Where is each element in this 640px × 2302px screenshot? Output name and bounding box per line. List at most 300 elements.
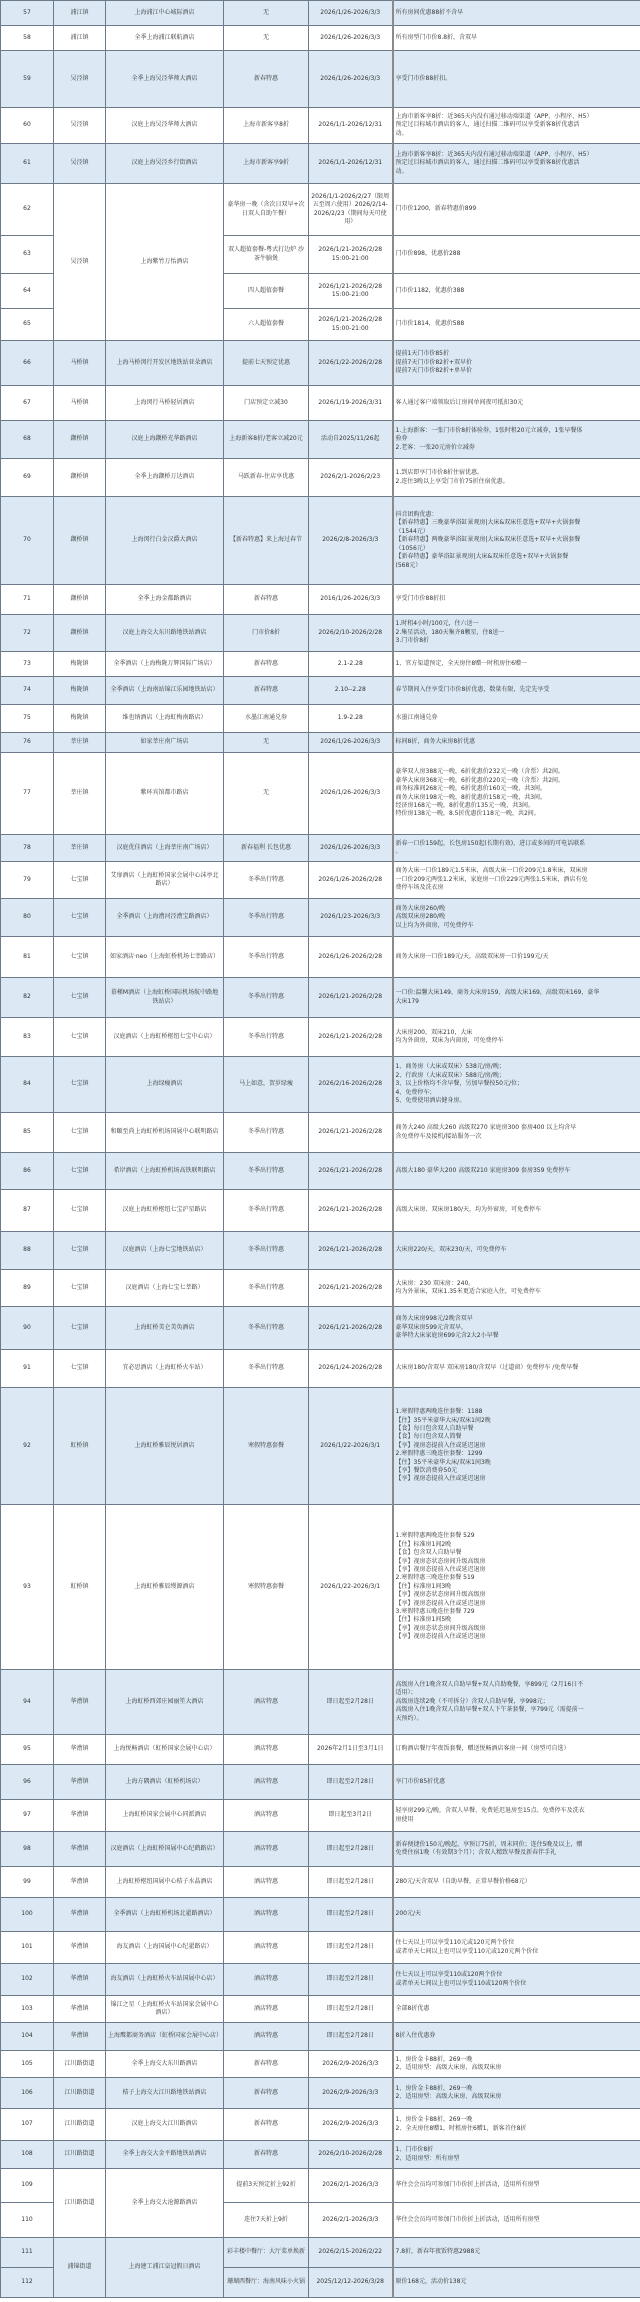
hotel-name-cell: 上海虹桥雅辰缦源酒店 [106,1505,224,1670]
details-line: 2、适用房型：高级大床房、高级双床房 [395,2093,502,2100]
date-range-cell: 2026/1/21-2026/2/28 [309,1113,393,1153]
row-number: 103 [1,1996,54,2023]
date-range-cell: 2026/1/23-2026/3/3 [309,899,393,937]
promotion-cell: 冬季出行特惠 [224,862,309,899]
table-row [1,1800,640,1832]
details-cell [393,677,640,705]
date-range-cell: 即日起至2月28日 [309,1765,393,1800]
promotion-cell: 酒店特惠 [224,1735,309,1765]
hotel-name-cell: 全季酒店（上海南站锦江乐园地铁站店） [106,677,224,705]
details-cell [393,51,640,108]
town-cell: 七宝镇 [54,1113,106,1153]
details-line: 豪华双人房388元一晚，6折优惠价232元一晚（含票）共2间。 [395,768,565,776]
date-range-cell: 即日起至2月28日 [309,1996,393,2023]
promotion-cell: 冬季出行特惠 [224,978,309,1018]
details-line: 享受门市价88折扣 [395,595,446,603]
hotel-name-cell: 桔子上海交大江川路地铁站酒店 [106,2078,224,2109]
date-range-cell: 2026/1/1-2026/12/31 [309,108,393,144]
town-cell: 颛桥镇 [54,459,106,497]
hotel-name-cell: 全季上海吴泾华师大酒店 [106,51,224,108]
row-number: 68 [1,421,54,459]
row-number: 85 [1,1113,54,1153]
details-line: 标间8折，商务大床房8折优惠 [395,738,476,746]
details-cell [393,236,640,274]
details-line: 房使用 [395,1815,414,1823]
details-cell [393,1232,640,1270]
details-cell [393,1670,640,1735]
promotion-cell: 新春特惠 [224,51,309,108]
details-cell [393,615,640,652]
town-cell: 颛桥镇 [54,497,106,585]
details-cell [393,585,640,615]
details-line: 新春便捷价150元/晚起，享预订75折，周末同价；连住5晚及以上，赠 [395,1840,583,1848]
details-line: 预定过目标城市酒店的客人，通过扫描二维码可以享受新客8折优惠活 [395,159,580,167]
row-number: 69 [1,459,54,497]
date-range-cell: 2026/1/26-2026/3/3 [309,51,393,108]
hotel-name-cell: 汉庭酒店（上海虹桥枢纽七宝中心店） [106,1018,224,1057]
details-cell [393,2238,640,2268]
details-line: 2.寒假特惠三晚连住套餐 519 [395,1574,475,1582]
details-line: 门市价1182，优惠价388 [395,286,465,294]
date-range-cell: 2026/2/10-2026/2/28 [309,2141,393,2169]
details-line: 【新春特惠】三晚豪华浴缸景观房|大床&双床任意选+双早+火锅套餐 [395,519,581,527]
table-row [1,1964,640,1996]
table-row [1,386,640,421]
date-range-cell: 2026/1/26-2026/3/3 [309,835,393,862]
details-line: 1.寒假特惠两晚连住套餐：1188 [395,1408,483,1416]
details-line: 1、房价金卡88折，269一晚 [395,2116,473,2124]
date-range-cell: 2025/12/12-2026/3/28 [309,2268,393,2298]
table-row [1,1,640,26]
hotel-name-cell: 如家酒店·neo（上海虹桥机场七莘路店） [106,937,224,978]
details-line: 【享】餐饮消费券50元 [395,1467,458,1475]
table-row [1,1113,640,1153]
details-line: 新春一口价159起，长包房150起(长期有效)，进订或多间的可电话联系 [395,839,586,847]
details-line: 享门市价85折优惠 [395,1777,446,1785]
hotel-name-cell: 上海浦江中心城际酒店 [106,1,224,26]
details-cell [393,2169,640,2203]
table-row [1,937,640,978]
hotel-name-cell: 汉庭酒店（上海七宝七莘路） [106,1270,224,1307]
details-line: 特价房138元一晚，8.5折优惠价118元一晚，共2间。 [395,810,540,818]
hotel-name-cell: 全季上海交大东川路酒店 [106,2051,224,2078]
row-number: 58 [1,26,54,51]
details-cell [393,2141,640,2169]
details-line: 含免费停车及接机/接站服务一次 [395,1132,482,1140]
details-line: 均为外窗房，双床为内窗房，可免费停车 [395,1037,504,1044]
table-row [1,862,640,899]
row-number: 66 [1,341,54,386]
date-range-cell: 2026/1/21-2026/2/28 15:00-21:00 [309,274,393,309]
promotion-cell: 冬季出行特惠 [224,1190,309,1232]
date-range-cell: 2026/2/9-2026/3/3 [309,2078,393,2109]
town-cell: 七宝镇 [54,1057,106,1113]
details-line: 所有房间优惠88折不含早 [395,8,464,16]
row-number: 89 [1,1270,54,1307]
promotion-cell: 无 [224,26,309,51]
row-number: 82 [1,978,54,1018]
row-number: 110 [1,2203,54,2238]
row-number: 94 [1,1670,54,1735]
table-row [1,705,640,733]
promotion-cell: 冬季出行特惠 [224,1232,309,1270]
row-number: 80 [1,899,54,937]
details-line: 。 [395,848,402,855]
table-row [1,1670,640,1735]
promotion-cell: 酒店特惠 [224,1964,309,1996]
details-cell [393,184,640,236]
row-number: 112 [1,2268,54,2298]
promotion-cell: 六人超值套餐 [224,309,309,341]
town-cell: 华漕镇 [54,1670,106,1735]
details-line: 商务大床房一口价189元/天，高级双床房一口价199元/天 [395,952,549,960]
details-line: 大床179 [395,997,419,1005]
details-cell [393,1350,640,1388]
details-cell [393,978,640,1018]
details-line: 【新春特惠】豪华浴缸景观房|大床&双床任意选+双早+火锅套餐 [395,553,569,561]
date-range-cell: 2026/1/26-2026/2/28 [309,937,393,978]
details-line: 3.门市价8折 [395,637,430,645]
details-line: 【住】标准房1间3晚 [395,1582,452,1590]
town-cell: 华漕镇 [54,1800,106,1832]
details-line: 1.时租4小时/100元，住六送一 [395,620,479,628]
row-number: 59 [1,51,54,108]
details-line: 全部8折优惠 [395,2004,430,2012]
hotel-name-cell: 如家莘庄南广场店 [106,733,224,753]
hotel-name-cell: 上海马桥闵行开发区地铁站亚朵酒店 [106,341,224,386]
details-line: 豪华大床房368元一晚，6折优惠价220元一晚（含票）共2间。 [395,776,565,784]
town-cell: 七宝镇 [54,862,106,899]
row-number: 96 [1,1765,54,1800]
promotion-cell: 无 [224,733,309,753]
details-line: 门市价1814，优惠价588 [395,320,465,328]
details-line: 2.老客：一张20元房价立减券 [395,443,475,451]
hotel-name-cell: 汉庭优佳酒店（上海莘庄南广场店） [106,835,224,862]
promotion-cell: 提前3天预定折上92折 [224,2169,309,2203]
date-range-cell: 2026/1/26-2026/3/3 [309,26,393,51]
row-number: 84 [1,1057,54,1113]
date-range-cell: 即日起至2月28日 [309,1867,393,1898]
table-row [1,1057,640,1113]
details-cell [393,1270,640,1307]
table-row [1,1898,640,1932]
details-line: 【住】标准房1间2晚 [395,1540,452,1548]
town-cell: 吴泾镇 [54,184,106,341]
promotion-cell: 上海市新客享8折 [224,108,309,144]
row-number: 64 [1,274,54,309]
details-line: 【住】标准房1间5晚 [395,1616,452,1624]
date-range-cell: 2016/1/26-2026/3/3 [309,585,393,615]
details-line: 华住会会员均可参加门市价折上折活动，适用所有房型 [395,2215,540,2223]
promotion-cell: 冬季出行特惠 [224,1153,309,1190]
town-cell: 江川路街道 [54,2141,106,2169]
details-line: 大床房220/天，双床230/天，可免费停车 [395,1246,507,1254]
town-cell: 颛桥镇 [54,615,106,652]
row-number: 75 [1,705,54,733]
details-cell [393,1996,640,2023]
hotel-name-cell: 上海虹桥西郊庄园丽笙大酒店 [106,1670,224,1735]
town-cell: 梅陇镇 [54,705,106,733]
table-row [1,585,640,615]
town-cell: 华漕镇 [54,1735,106,1765]
row-number: 90 [1,1307,54,1350]
details-line: 【享】视房态状态房间升级高级房 [395,1557,486,1565]
town-cell: 七宝镇 [54,1350,106,1388]
details-cell [393,1388,640,1505]
details-line: 费停车场及洗衣房 [395,884,444,892]
date-range-cell: 2026/2/1-2026/3/3 [309,2169,393,2203]
details-line: 抖音团购优惠： [395,511,438,519]
details-cell [393,497,640,585]
details-line: 1.到店即享门市价8折住宿优惠。 [395,469,484,477]
details-line: 验券 [395,435,408,443]
promotion-cell: 珊瑚西餐厅：海南风味小火锅 [224,2268,309,2298]
details-line: 提前7天门市价82折+双早价 [395,358,472,366]
promotion-cell: 冬季出行特惠 [224,899,309,937]
town-cell: 华漕镇 [54,1996,106,2023]
details-line: 一口价209元两张1.2米床，家庭房一口价229元两张1.5米床，酒店有免 [395,875,588,883]
details-cell [393,386,640,421]
town-cell: 梅陇镇 [54,677,106,705]
date-range-cell: 2026/1/21-2026/2/28 [309,1270,393,1307]
details-line: 享受门市价88折扣。 [395,74,452,82]
date-range-cell: 2026/2/16-2026/2/28 [309,1057,393,1113]
town-cell: 华漕镇 [54,1867,106,1898]
row-number: 109 [1,2169,54,2203]
details-line: 1、房价金卡88折，269一晚 [395,2084,473,2092]
details-cell [393,1800,640,1832]
town-cell: 马桥镇 [54,341,106,386]
town-cell: 虹桥镇 [54,1505,106,1670]
promotion-cell: 彩丰楼中餐厅：大厅菜单焕新 [224,2238,309,2268]
hotel-name-cell: 上海闵行马桥轻居酒店 [106,386,224,421]
details-cell [393,733,640,753]
table-row [1,1270,640,1307]
details-line: 高级双床房280/晚 [395,913,445,921]
date-range-cell: 2026/1/21-2026/2/28 [309,1232,393,1270]
details-line: 动。 [395,129,408,137]
row-number: 79 [1,862,54,899]
date-range-cell: 2026/2/1-2026/3/3 [309,2203,393,2238]
town-cell: 吴泾镇 [54,108,106,144]
date-range-cell: 2026/1/21-2026/2/28 [309,1307,393,1350]
promotion-cell: 无 [224,1,309,26]
promotion-cell: 门市价8折 [224,615,309,652]
date-range-cell: 2026/1/21-2026/2/28 15:00-21:00 [309,309,393,341]
date-range-cell: 2026/1/1-2026/12/31 [309,144,393,184]
date-range-cell: 2026/1/21-2026/2/28 [309,1018,393,1057]
town-cell: 七宝镇 [54,978,106,1018]
date-range-cell: 2026/1/21-2026/2/28 [309,1190,393,1232]
details-cell [393,1932,640,1964]
table-row [1,1832,640,1867]
details-line: 4、免费停车； [395,1088,436,1096]
details-line: 一口价:温馨大床149，商务大床房159，高级大床169，高级双床169，豪华 [395,989,600,997]
hotel-name-cell: 上海方隅酒店（虹桥机场店） [106,1765,224,1800]
details-cell [393,1964,640,1996]
table-row [1,1735,640,1765]
row-number: 99 [1,1867,54,1898]
town-cell: 七宝镇 [54,1270,106,1307]
date-range-cell: 即日起至3月2日 [309,1800,393,1832]
table-row [1,497,640,585]
hotel-name-cell: 全季上海交大沧源路酒店 [106,2169,224,2238]
promotion-cell: 寒假特惠套餐 [224,1388,309,1505]
details-line: 华住会会员均可参加门市价折上折活动，适用所有房型 [395,2181,540,2189]
hotel-name-cell: 海友酒店（上海国展中心纪翟路店） [106,1932,224,1964]
details-line: 7.8折，新春年夜饭特惠2988元 [395,2248,481,2256]
hotel-name-cell: 汉庭上海颛桥光华路酒店 [106,421,224,459]
table-row [1,1996,640,2023]
promotion-cell: 冬季出行特惠 [224,1113,309,1153]
table-row [1,1190,640,1232]
town-cell: 华漕镇 [54,1964,106,1996]
row-number: 87 [1,1190,54,1232]
hotel-name-cell: 上海闵行白金汉爵大酒店 [106,497,224,585]
details-cell [393,421,640,459]
promotion-cell: 新春特惠 [224,652,309,677]
date-range-cell: 2026/2/10-2026/2/28 [309,615,393,652]
date-range-cell: 即日起至2月28日 [309,1964,393,1996]
town-cell: 七宝镇 [54,1190,106,1232]
table-row [1,2051,640,2078]
date-range-cell: 2026/2/9-2026/3/3 [309,2051,393,2078]
hotel-name-cell: 汉庭酒店（上海七宝地铁站店） [106,1232,224,1270]
promotion-cell: 马上如意，贺岁绿瘦 [224,1057,309,1113]
town-cell: 虹桥镇 [54,1388,106,1505]
date-range-cell: 2026/1/26-2026/3/3 [309,733,393,753]
table-row [1,1307,640,1350]
details-line: 2.寒假特惠三晚连住套餐：1299 [395,1450,483,1458]
town-cell: 吴泾镇 [54,144,106,184]
promotion-cell: 提前七天预定优惠 [224,341,309,386]
row-number: 77 [1,753,54,835]
details-line: 【食】每日包含双人自助早餐 [395,1424,474,1432]
hotel-name-cell: 锦江之星（上海虹桥火车站国家会展中心酒店） [106,1996,224,2023]
details-line: 高级房入住1晚含双人自助早餐+双人下午茶套餐，享799元（需提前一 [395,1706,584,1714]
details-line: 豪华特大床家庭房699元含2大2小早餐 [395,1332,499,1340]
details-line: 【享】视房态提前入住或延迟退房 [395,1565,486,1573]
row-number: 62 [1,184,54,236]
row-number: 93 [1,1505,54,1670]
details-line: 所有房型门市价8.8折，含双早 [395,33,478,41]
details-line: 200元/天 [395,1910,421,1918]
hotel-name-cell: 上海绿瘦酒店 [106,1057,224,1113]
details-line: 1.寒假特惠两晚连住套餐 529 [395,1532,475,1540]
table-row [1,26,640,51]
row-number: 61 [1,144,54,184]
details-cell [393,2023,640,2051]
hotel-name-cell: 全季酒店（上海梅陇万辉国际广场店） [106,652,224,677]
row-number: 57 [1,1,54,26]
details-line: 均为外景床，双床1.35米更适合家庭入住，可免费停车 [395,1288,541,1295]
details-cell [393,835,640,862]
details-line: 提前1天门市价85折 [395,350,449,358]
details-cell [393,274,640,309]
date-range-cell: 2026/1/26-2026/3/3 [309,753,393,835]
table-row [1,421,640,459]
table-row [1,1388,640,1505]
details-line: 大床房：230 双床房：240。 [395,1279,475,1287]
town-cell: 浦锦街道 [54,2238,106,2298]
table-row [1,1932,640,1964]
details-line: 订购酒店餐厅年夜饭套餐，赠送悦畅酒店客房一间（房型可自选） [395,1745,570,1753]
promotion-cell: 新春特惠 [224,585,309,615]
hotel-name-cell: 和颐至尚上海虹桥机场国展中心联明路店 [106,1113,224,1153]
hotel-name-cell: 上海虹桥美仑美奂酒店 [106,1307,224,1350]
details-line: 【享】视房态状态房间升级高级房 [395,1624,486,1632]
promotion-cell: 四人超值套餐 [224,274,309,309]
details-cell [393,341,640,386]
hotel-name-cell: 上海虹桥枢纽国展中心桔子水晶酒店 [106,1867,224,1898]
table-row [1,2078,640,2109]
details-line: 客人通过客户端领取后订房间单间夜可抵扣30元 [395,398,524,406]
date-range-cell: 2026/1/26-2026/3/3 [309,1,393,26]
town-cell: 梅陇镇 [54,652,106,677]
promotion-cell: 双人超值套餐-粤式打边炉 沙茶牛腩煲 [224,236,309,274]
details-line: 8折入住优惠券 [395,2032,436,2040]
town-cell: 浦江镇 [54,1,106,26]
date-range-cell: 2026/1/1-2026/2/27（限周五至周六使用）2026/2/14-2026/2/23（期间每天可使用） [309,184,393,236]
town-cell: 七宝镇 [54,937,106,978]
promotion-cell: 连住7天折上9折 [224,2203,309,2238]
town-cell: 吴泾镇 [54,51,106,108]
promotion-cell: 酒店特惠 [224,1670,309,1735]
promotion-cell: 酒店特惠 [224,1996,309,2023]
table-row [1,733,640,753]
details-line: 2、全天房住8赠1，时租房住6赠1，新客首住8折 [395,2124,527,2132]
details-line: (568元） [395,561,422,569]
details-line: 经济房168元一晚，8折优惠价135元一晚，共3间。 [395,801,535,809]
promotion-cell: 酒店特惠 [224,1832,309,1867]
town-cell: 颛桥镇 [54,421,106,459]
details-line: 【食】每日包含双人简餐 [395,1433,462,1441]
town-cell: 江川路街道 [54,2078,106,2109]
town-cell: 莘庄镇 [54,733,106,753]
details-line: 【食】包含双人自助早餐 [395,1549,462,1557]
details-cell [393,1190,640,1232]
details-cell [393,753,640,835]
details-line: 轻享房299元/晚，含双人早餐、免费延迟退房至15点、免费停车及洗衣 [395,1807,585,1815]
promotion-cell: 上海市新客享9折 [224,144,309,184]
promotion-cell: 冬季出行特惠 [224,1270,309,1307]
details-line: 2.集星活动，180天集齐8颗星，住8送一 [395,628,505,636]
details-line: 或者单天七间以上也可以享受110元或120元两个价位 [395,1947,539,1955]
promotion-cell: 新春特惠 [224,2051,309,2078]
details-cell [393,1,640,26]
table-row [1,899,640,937]
town-cell: 七宝镇 [54,899,106,937]
promotion-cell: 新春特惠 [224,2109,309,2141]
promotion-cell: 冬季出行特惠 [224,1018,309,1057]
details-line: 或者单天七间以上也可以享受110或120两个价位 [395,1979,527,1987]
hotel-name-cell: 汉庭上海吴泾华师大酒店 [106,108,224,144]
town-cell: 马桥镇 [54,386,106,421]
details-line: （1544元） [395,527,429,535]
date-range-cell: 2026/1/26-2026/2/28 [309,862,393,899]
hotel-name-cell: 紫环宾馆都市路店 [106,753,224,835]
details-cell [393,899,640,937]
town-cell: 江川路街道 [54,2169,106,2238]
details-line: 门市价1200，新春特惠价899 [395,205,477,213]
date-range-cell: 2.10--2.28 [309,677,393,705]
promotion-cell: 酒店特惠 [224,1867,309,1898]
hotel-name-cell: 希岸酒店（上海虹桥机场高铁联明路店 [106,1153,224,1190]
row-number: 88 [1,1232,54,1270]
details-line: 大床房200，双床210，大床 [395,1028,473,1036]
promotion-cell: 寒假特惠套餐 [224,1505,309,1670]
row-number: 101 [1,1932,54,1964]
